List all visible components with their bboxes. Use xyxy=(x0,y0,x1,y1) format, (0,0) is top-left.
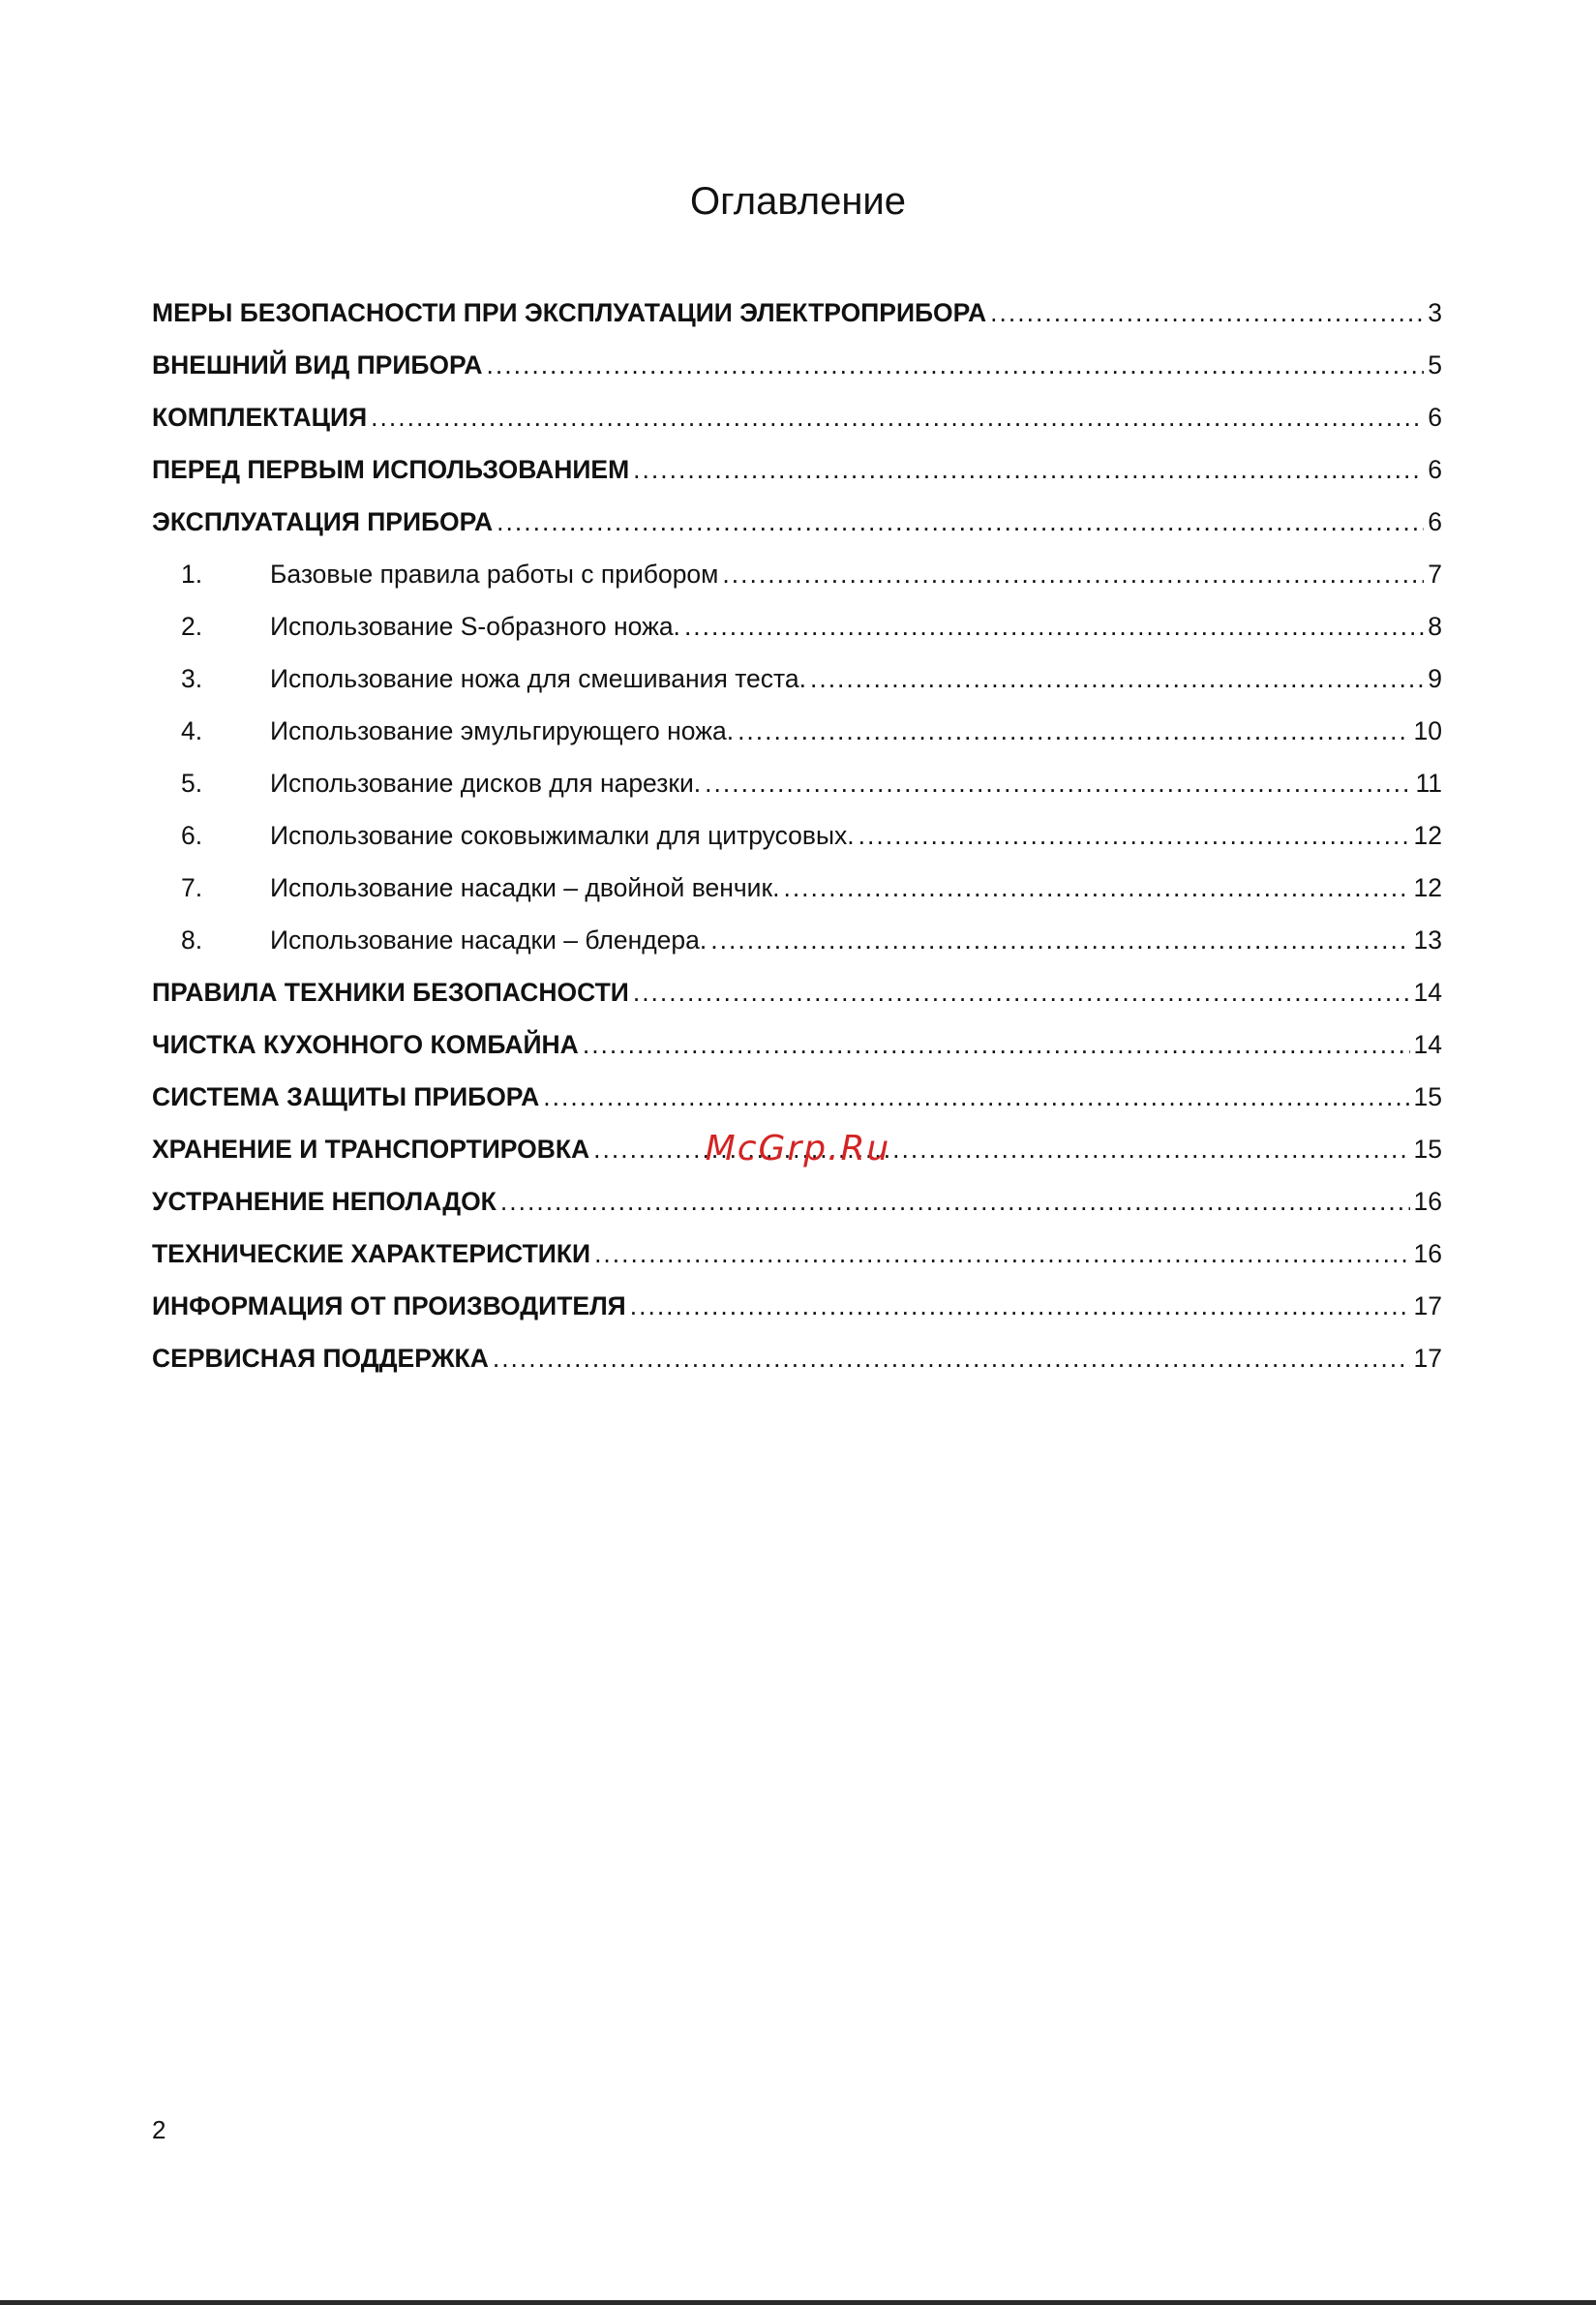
toc-subentry[interactable] xyxy=(152,809,1442,862)
toc-entry[interactable] xyxy=(152,339,1442,391)
page-title: Оглавление xyxy=(689,180,906,223)
toc-subentry-page: 13 xyxy=(1413,925,1442,955)
toc-entry-page: 5 xyxy=(1428,350,1442,379)
toc-subentry[interactable] xyxy=(152,862,1442,914)
toc-subentry-number: 6. xyxy=(181,821,203,850)
table-of-contents xyxy=(152,287,1442,1384)
dot-leader xyxy=(583,1018,1410,1071)
watermark: McGrp.Ru xyxy=(705,1129,891,1168)
toc-entry[interactable] xyxy=(152,1280,1442,1332)
toc-subentry-label: Использование эмульгирующего ножа. xyxy=(270,716,735,745)
toc-subentry-label: Использование S-образного ножа. xyxy=(270,612,680,641)
toc-subentry-number: 8. xyxy=(181,925,203,955)
toc-entry-label: СЕРВИСНАЯ ПОДДЕРЖКА xyxy=(152,1344,489,1373)
dot-leader xyxy=(493,1332,1410,1384)
dot-leader xyxy=(710,914,1409,966)
dot-leader xyxy=(500,1175,1410,1228)
toc-entry-page: 6 xyxy=(1428,507,1442,536)
toc-subentry-page: 11 xyxy=(1415,769,1442,798)
toc-entry[interactable] xyxy=(152,1228,1442,1280)
dot-leader xyxy=(633,966,1410,1018)
toc-subentry-page: 10 xyxy=(1413,716,1442,745)
page-number: 2 xyxy=(152,2115,166,2144)
dot-leader xyxy=(858,809,1410,862)
toc-entry-page: 16 xyxy=(1413,1239,1442,1268)
toc-entry-label: МЕРЫ БЕЗОПАСНОСТИ ПРИ ЭКСПЛУАТАЦИИ ЭЛЕКТРОПРИБОРА xyxy=(152,298,987,327)
dot-leader xyxy=(783,862,1409,914)
toc-entry[interactable] xyxy=(152,287,1442,339)
toc-subentry-page: 12 xyxy=(1413,821,1442,850)
toc-entry[interactable] xyxy=(152,443,1442,496)
toc-entry[interactable] xyxy=(152,391,1442,443)
toc-subentry-label: Базовые правила работы с прибором xyxy=(270,560,719,589)
toc-entry-page: 17 xyxy=(1413,1291,1442,1320)
dot-leader xyxy=(594,1228,1409,1280)
toc-subentry[interactable] xyxy=(152,600,1442,652)
dot-leader xyxy=(990,287,1424,339)
toc-subentry[interactable] xyxy=(152,548,1442,600)
toc-entry[interactable] xyxy=(152,966,1442,1018)
dot-leader xyxy=(684,600,1424,652)
toc-entry-page: 15 xyxy=(1413,1135,1442,1164)
toc-entry-page: 3 xyxy=(1428,298,1442,327)
toc-subentry-page: 12 xyxy=(1413,873,1442,902)
toc-entry-page: 15 xyxy=(1413,1082,1442,1111)
dot-leader xyxy=(810,652,1424,705)
toc-entry[interactable] xyxy=(152,1018,1442,1071)
toc-subentry[interactable] xyxy=(152,914,1442,966)
toc-subentry-label: Использование насадки – двойной венчик. xyxy=(270,873,780,902)
toc-entry-label: УСТРАНЕНИЕ НЕПОЛАДОК xyxy=(152,1187,497,1216)
toc-entry[interactable] xyxy=(152,496,1442,548)
toc-subentry-page: 8 xyxy=(1428,612,1442,641)
toc-entry-label: ПРАВИЛА ТЕХНИКИ БЕЗОПАСНОСТИ xyxy=(152,978,629,1007)
toc-subentry-number: 4. xyxy=(181,716,203,745)
toc-entry-label: ПЕРЕД ПЕРВЫМ ИСПОЛЬЗОВАНИЕМ xyxy=(152,455,630,484)
toc-entry-label: ИНФОРМАЦИЯ ОТ ПРОИЗВОДИТЕЛЯ xyxy=(152,1291,626,1320)
dot-leader xyxy=(722,548,1424,600)
toc-subentry-number: 7. xyxy=(181,873,203,902)
toc-entry-page: 6 xyxy=(1428,455,1442,484)
toc-subentry-label: Использование соковыжималки для цитрусовых. xyxy=(270,821,855,850)
dot-leader xyxy=(497,496,1424,548)
toc-subentry[interactable] xyxy=(152,652,1442,705)
toc-subentry-label: Использование дисков для нарезки. xyxy=(270,769,702,798)
toc-entry-label: ЧИСТКА КУХОННОГО КОМБАЙНА xyxy=(152,1030,579,1059)
bottom-edge-rule xyxy=(0,2300,1596,2305)
toc-subentry-number: 3. xyxy=(181,664,203,693)
toc-subentry-page: 7 xyxy=(1428,560,1442,589)
toc-entry[interactable] xyxy=(152,1175,1442,1228)
toc-subentry-number: 1. xyxy=(181,560,203,589)
toc-subentry-label: Использование ножа для смешивания теста. xyxy=(270,664,806,693)
dot-leader xyxy=(630,1280,1410,1332)
toc-entry-page: 14 xyxy=(1413,978,1442,1007)
toc-subentry-number: 2. xyxy=(181,612,203,641)
toc-subentry-page: 9 xyxy=(1428,664,1442,693)
toc-entry-label: СИСТЕМА ЗАЩИТЫ ПРИБОРА xyxy=(152,1082,540,1111)
dot-leader xyxy=(487,339,1425,391)
toc-entry-label: ВНЕШНИЙ ВИД ПРИБОРА xyxy=(152,350,483,379)
toc-entry-label: ТЕХНИЧЕСКИЕ ХАРАКТЕРИСТИКИ xyxy=(152,1239,591,1268)
toc-entry[interactable] xyxy=(152,1071,1442,1123)
dot-leader xyxy=(738,705,1409,757)
dot-leader xyxy=(371,391,1424,443)
toc-entry-label: ЭКСПЛУАТАЦИЯ ПРИБОРА xyxy=(152,507,494,536)
toc-subentry-number: 5. xyxy=(181,769,203,798)
toc-subentry[interactable] xyxy=(152,757,1442,809)
toc-entry[interactable] xyxy=(152,1332,1442,1384)
toc-entry-page: 14 xyxy=(1413,1030,1442,1059)
dot-leader xyxy=(543,1071,1409,1123)
toc-entry-page: 6 xyxy=(1428,403,1442,432)
toc-entry-page: 16 xyxy=(1413,1187,1442,1216)
toc-subentry-label: Использование насадки – блендера. xyxy=(270,925,708,955)
dot-leader xyxy=(705,757,1411,809)
toc-subentry[interactable] xyxy=(152,705,1442,757)
toc-entry-page: 17 xyxy=(1413,1344,1442,1373)
toc-entry-label: КОМПЛЕКТАЦИЯ xyxy=(152,403,368,432)
dot-leader xyxy=(633,443,1424,496)
toc-entry-label: ХРАНЕНИЕ И ТРАНСПОРТИРОВКА xyxy=(152,1135,590,1164)
